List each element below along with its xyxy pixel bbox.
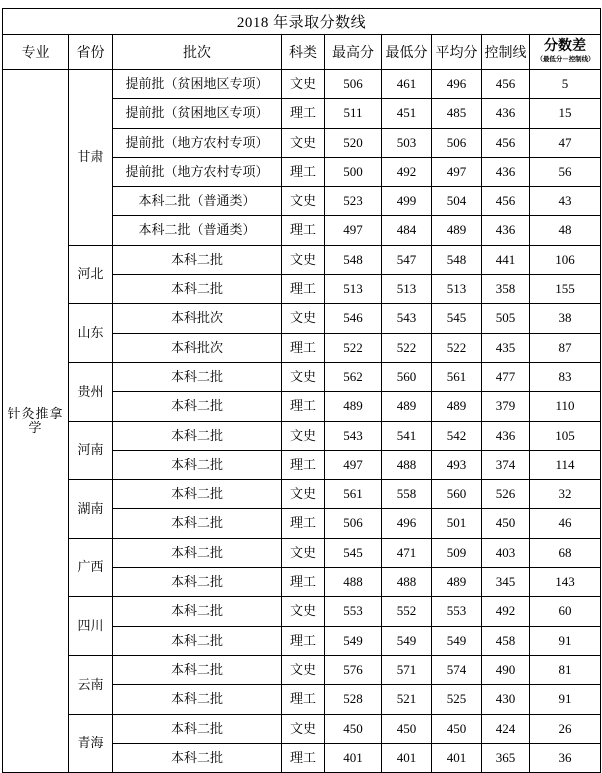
column-header-min-score: 最低分: [382, 35, 432, 70]
category-cell-value: 理工: [282, 509, 325, 538]
category-cell-value: 文史: [282, 362, 325, 391]
avg-score-cell-value: 504: [432, 187, 482, 216]
province-cell: 贵州: [69, 362, 113, 421]
score-diff-cell-value: 68: [530, 538, 601, 567]
max-score-cell-value: 543: [325, 421, 382, 450]
control-line-cell-value: 456: [482, 70, 530, 99]
control-line-cell-value: 526: [482, 480, 530, 509]
min-score-cell-value: 499: [382, 187, 432, 216]
max-score-cell-value: 549: [325, 626, 382, 655]
avg-score-cell-value: 493: [432, 450, 482, 479]
batch-cell-value: 提前批（地方农村专项）: [113, 157, 282, 186]
category-cell-value: 文史: [282, 70, 325, 99]
score-diff-cell-value: 5: [530, 70, 601, 99]
min-score-cell-value: 549: [382, 626, 432, 655]
score-diff-cell-value: 83: [530, 362, 601, 391]
table-row: [3, 70, 601, 99]
category-cell-value: 文史: [282, 245, 325, 274]
table-row: [3, 421, 601, 450]
max-score-cell-value: 553: [325, 597, 382, 626]
control-line-cell-value: 456: [482, 187, 530, 216]
control-line-cell-value: 435: [482, 333, 530, 362]
score-diff-cell-value: 56: [530, 157, 601, 186]
score-diff-cell-value: 81: [530, 655, 601, 684]
column-header-province: 省份: [69, 35, 113, 70]
batch-cell-value: 本科二批: [113, 362, 282, 391]
category-cell-value: 文史: [282, 128, 325, 157]
avg-score-cell-value: 489: [432, 216, 482, 245]
score-diff-cell-value: 43: [530, 187, 601, 216]
max-score-cell-value: 450: [325, 714, 382, 743]
score-diff-cell-value: 46: [530, 509, 601, 538]
table-row: [3, 245, 601, 274]
avg-score-cell-value: 525: [432, 685, 482, 714]
min-score-cell-value: 488: [382, 450, 432, 479]
province-cell: 云南: [69, 655, 113, 714]
min-score-cell-value: 547: [382, 245, 432, 274]
avg-score-cell-value: 549: [432, 626, 482, 655]
min-score-cell-value: 541: [382, 421, 432, 450]
max-score-cell-value: 511: [325, 99, 382, 128]
control-line-cell-value: 490: [482, 655, 530, 684]
score-diff-cell-value: 15: [530, 99, 601, 128]
table-row: [3, 538, 601, 567]
batch-cell-value: 本科二批（普通类）: [113, 187, 282, 216]
batch-cell-value: 本科二批: [113, 450, 282, 479]
score-diff-cell-value: 38: [530, 304, 601, 333]
table-row: [3, 304, 601, 333]
avg-score-cell-value: 485: [432, 99, 482, 128]
min-score-cell-value: 513: [382, 275, 432, 304]
category-cell-value: 理工: [282, 392, 325, 421]
province-cell: 山东: [69, 304, 113, 363]
avg-score-cell-value: 545: [432, 304, 482, 333]
column-header-control-line: 控制线: [482, 35, 530, 70]
category-cell-value: 理工: [282, 685, 325, 714]
category-cell-value: 文史: [282, 714, 325, 743]
province-cell: 湖南: [69, 480, 113, 539]
score-diff-cell-value: 48: [530, 216, 601, 245]
score-diff-subtitle: （最低分－控制线）: [536, 55, 594, 63]
max-score-cell-value: 546: [325, 304, 382, 333]
province-cell: 河北: [69, 245, 113, 304]
batch-cell-value: 提前批（地方农村专项）: [113, 128, 282, 157]
max-score-cell-value: 528: [325, 685, 382, 714]
avg-score-cell-value: 561: [432, 362, 482, 391]
category-cell-value: 理工: [282, 450, 325, 479]
max-score-cell-value: 548: [325, 245, 382, 274]
province-cell: 青海: [69, 714, 113, 773]
control-line-cell-value: 436: [482, 216, 530, 245]
batch-cell-value: 本科批次: [113, 304, 282, 333]
table-row: [3, 655, 601, 684]
category-cell-value: 文史: [282, 597, 325, 626]
min-score-cell-value: 471: [382, 538, 432, 567]
control-line-cell-value: 456: [482, 128, 530, 157]
batch-cell-value: 本科二批: [113, 597, 282, 626]
column-header-avg-score: 平均分: [432, 35, 482, 70]
major-name-cell: 针灸推拿学: [3, 70, 69, 773]
batch-cell-value: 本科二批: [113, 275, 282, 304]
min-score-cell-value: 451: [382, 99, 432, 128]
column-header-batch: 批次: [113, 35, 282, 70]
max-score-cell-value: 497: [325, 216, 382, 245]
table-row: [3, 597, 601, 626]
min-score-cell-value: 558: [382, 480, 432, 509]
batch-cell-value: 本科二批: [113, 538, 282, 567]
table-header-row: [3, 35, 601, 70]
batch-cell-value: 本科二批: [113, 392, 282, 421]
column-header-category: 科类: [282, 35, 325, 70]
avg-score-cell-value: 522: [432, 333, 482, 362]
min-score-cell-value: 543: [382, 304, 432, 333]
score-diff-cell-value: 91: [530, 626, 601, 655]
batch-cell-value: 本科二批: [113, 626, 282, 655]
column-header-max-score: 最高分: [325, 35, 382, 70]
category-cell-value: 文史: [282, 421, 325, 450]
batch-cell-value: 本科二批: [113, 509, 282, 538]
score-diff-cell-value: 26: [530, 714, 601, 743]
avg-score-cell-value: 489: [432, 392, 482, 421]
avg-score-cell-value: 489: [432, 568, 482, 597]
batch-cell-value: 本科二批: [113, 421, 282, 450]
min-score-cell-value: 489: [382, 392, 432, 421]
province-cell: 河南: [69, 421, 113, 480]
table-title: 2018 年录取分数线: [3, 9, 601, 35]
score-diff-cell-value: 155: [530, 275, 601, 304]
avg-score-cell-value: 496: [432, 70, 482, 99]
category-cell-value: 文史: [282, 655, 325, 684]
category-cell-value: 文史: [282, 538, 325, 567]
control-line-cell-value: 492: [482, 597, 530, 626]
avg-score-cell-value: 506: [432, 128, 482, 157]
max-score-cell-value: 520: [325, 128, 382, 157]
admission-score-table: [2, 8, 601, 773]
max-score-cell-value: 523: [325, 187, 382, 216]
score-diff-cell-value: 60: [530, 597, 601, 626]
min-score-cell-value: 401: [382, 743, 432, 772]
max-score-cell-value: 497: [325, 450, 382, 479]
category-cell-value: 理工: [282, 743, 325, 772]
table-row: [3, 362, 601, 391]
control-line-cell-value: 441: [482, 245, 530, 274]
control-line-cell-value: 379: [482, 392, 530, 421]
avg-score-cell-value: 560: [432, 480, 482, 509]
column-header-major: 专业: [3, 35, 69, 70]
control-line-cell-value: 458: [482, 626, 530, 655]
min-score-cell-value: 521: [382, 685, 432, 714]
score-diff-cell-value: 32: [530, 480, 601, 509]
max-score-cell-value: 561: [325, 480, 382, 509]
control-line-cell-value: 450: [482, 509, 530, 538]
control-line-cell-value: 365: [482, 743, 530, 772]
table-row: [3, 480, 601, 509]
score-diff-cell-value: 106: [530, 245, 601, 274]
score-diff-cell-value: 47: [530, 128, 601, 157]
control-line-cell-value: 345: [482, 568, 530, 597]
score-diff-cell-value: 114: [530, 450, 601, 479]
avg-score-cell-value: 509: [432, 538, 482, 567]
batch-cell-value: 本科二批: [113, 568, 282, 597]
control-line-cell-value: 374: [482, 450, 530, 479]
min-score-cell-value: 484: [382, 216, 432, 245]
table-title-row: [3, 9, 601, 35]
score-diff-cell-value: 36: [530, 743, 601, 772]
batch-cell-value: 提前批（贫困地区专项）: [113, 70, 282, 99]
min-score-cell-value: 488: [382, 568, 432, 597]
score-diff-cell-value: 143: [530, 568, 601, 597]
avg-score-cell-value: 574: [432, 655, 482, 684]
control-line-cell-value: 403: [482, 538, 530, 567]
batch-cell-value: 本科二批: [113, 655, 282, 684]
score-diff-cell-value: 105: [530, 421, 601, 450]
min-score-cell-value: 450: [382, 714, 432, 743]
score-diff-title: 分数差: [544, 39, 587, 55]
category-cell-value: 理工: [282, 333, 325, 362]
category-cell-value: 文史: [282, 304, 325, 333]
avg-score-cell-value: 501: [432, 509, 482, 538]
province-cell: 广西: [69, 538, 113, 597]
avg-score-cell-value: 513: [432, 275, 482, 304]
table-row: [3, 714, 601, 743]
category-cell-value: 理工: [282, 99, 325, 128]
control-line-cell-value: 430: [482, 685, 530, 714]
batch-cell-value: 本科二批: [113, 685, 282, 714]
batch-cell-value: 提前批（贫困地区专项）: [113, 99, 282, 128]
batch-cell-value: 本科二批: [113, 714, 282, 743]
control-line-cell-value: 477: [482, 362, 530, 391]
max-score-cell-value: 401: [325, 743, 382, 772]
category-cell-value: 理工: [282, 275, 325, 304]
category-cell-value: 文史: [282, 187, 325, 216]
control-line-cell-value: 436: [482, 157, 530, 186]
province-cell: 甘肃: [69, 70, 113, 246]
batch-cell-value: 本科二批（普通类）: [113, 216, 282, 245]
max-score-cell-value: 562: [325, 362, 382, 391]
control-line-cell-value: 358: [482, 275, 530, 304]
score-diff-cell-value: 91: [530, 685, 601, 714]
batch-cell-value: 本科二批: [113, 743, 282, 772]
control-line-cell-value: 505: [482, 304, 530, 333]
control-line-cell-value: 436: [482, 421, 530, 450]
avg-score-cell-value: 542: [432, 421, 482, 450]
max-score-cell-value: 488: [325, 568, 382, 597]
category-cell-value: 理工: [282, 626, 325, 655]
category-cell-value: 理工: [282, 216, 325, 245]
avg-score-cell-value: 548: [432, 245, 482, 274]
min-score-cell-value: 522: [382, 333, 432, 362]
batch-cell-value: 本科二批: [113, 245, 282, 274]
max-score-cell-value: 522: [325, 333, 382, 362]
avg-score-cell-value: 401: [432, 743, 482, 772]
control-line-cell-value: 436: [482, 99, 530, 128]
max-score-cell-value: 545: [325, 538, 382, 567]
max-score-cell-value: 500: [325, 157, 382, 186]
control-line-cell-value: 424: [482, 714, 530, 743]
min-score-cell-value: 560: [382, 362, 432, 391]
batch-cell-value: 本科批次: [113, 333, 282, 362]
score-diff-cell-value: 110: [530, 392, 601, 421]
category-cell-value: 理工: [282, 568, 325, 597]
max-score-cell-value: 506: [325, 509, 382, 538]
avg-score-cell-value: 497: [432, 157, 482, 186]
max-score-cell-value: 576: [325, 655, 382, 684]
min-score-cell-value: 503: [382, 128, 432, 157]
province-cell: 四川: [69, 597, 113, 656]
category-cell-value: 文史: [282, 480, 325, 509]
max-score-cell-value: 506: [325, 70, 382, 99]
min-score-cell-value: 496: [382, 509, 432, 538]
category-cell-value: 理工: [282, 157, 325, 186]
avg-score-cell-value: 450: [432, 714, 482, 743]
min-score-cell-value: 461: [382, 70, 432, 99]
min-score-cell-value: 552: [382, 597, 432, 626]
column-header-score-diff: [530, 35, 601, 70]
avg-score-cell-value: 553: [432, 597, 482, 626]
min-score-cell-value: 492: [382, 157, 432, 186]
batch-cell-value: 本科二批: [113, 480, 282, 509]
max-score-cell-value: 489: [325, 392, 382, 421]
min-score-cell-value: 571: [382, 655, 432, 684]
score-diff-cell-value: 87: [530, 333, 601, 362]
max-score-cell-value: 513: [325, 275, 382, 304]
